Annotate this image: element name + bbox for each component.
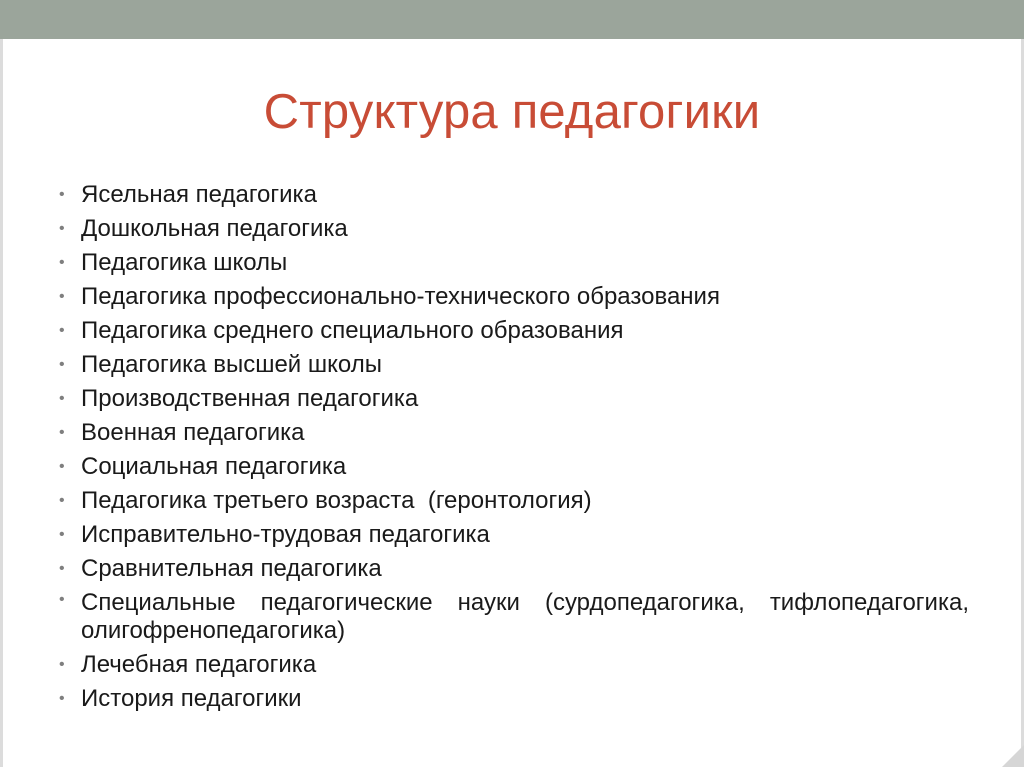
list-item <box>59 450 969 484</box>
list-item-text: Педагогика профессионально-технического образования <box>81 283 720 310</box>
bullet-icon: • <box>59 254 65 271</box>
bullet-icon: • <box>59 492 65 509</box>
list-item <box>59 348 969 382</box>
left-border <box>0 39 3 767</box>
page-curl-decoration <box>1002 745 1024 767</box>
list-item-text: Производственная педагогика <box>81 385 419 412</box>
list-item <box>59 518 969 552</box>
bullet-icon: • <box>59 390 65 407</box>
bullet-icon: • <box>59 288 65 305</box>
bullet-list <box>59 178 969 716</box>
bullet-icon: • <box>59 424 65 441</box>
list-item-text: Дошкольная педагогика <box>81 215 348 242</box>
bullet-icon: • <box>59 220 65 237</box>
list-item-text: Педагогика школы <box>81 249 288 276</box>
list-item <box>59 280 969 314</box>
list-item <box>59 586 969 648</box>
list-item-text: Сравнительная педагогика <box>81 555 382 582</box>
bullet-icon: • <box>59 356 65 373</box>
bullet-icon: • <box>59 458 65 475</box>
list-item-text: Исправительно-трудовая педагогика <box>81 521 490 548</box>
list-item <box>59 648 969 682</box>
list-item <box>59 246 969 280</box>
bullet-icon: • <box>59 690 65 707</box>
list-item-text: Лечебная педагогика <box>81 651 317 678</box>
list-item-text: Специальные педагогические науки (сурдопедагогика, тифлопедагогика, олигофренопедагогика) <box>81 589 969 644</box>
bullet-icon: • <box>59 322 65 339</box>
list-item <box>59 314 969 348</box>
list-item-text: Ясельная педагогика <box>81 181 317 208</box>
list-item-text: Социальная педагогика <box>81 453 347 480</box>
bullet-icon: • <box>59 560 65 577</box>
list-item <box>59 178 969 212</box>
list-item-text: Педагогика третьего возраста (геронтология) <box>81 487 592 514</box>
list-item-text: История педагогики <box>81 685 302 712</box>
bullet-icon: • <box>59 591 65 608</box>
list-item-text: Военная педагогика <box>81 419 305 446</box>
list-item <box>59 682 969 716</box>
list-item-text: Педагогика среднего специального образования <box>81 317 624 344</box>
list-item <box>59 212 969 246</box>
header-bar <box>0 0 1024 39</box>
bullet-icon: • <box>59 526 65 543</box>
list-item-text: Педагогика высшей школы <box>81 351 382 378</box>
bullet-icon: • <box>59 656 65 673</box>
slide-title: Структура педагогики <box>263 85 761 139</box>
list-item <box>59 416 969 450</box>
bullet-icon: • <box>59 186 65 203</box>
list-item <box>59 484 969 518</box>
list-item <box>59 382 969 416</box>
list-item <box>59 552 969 586</box>
